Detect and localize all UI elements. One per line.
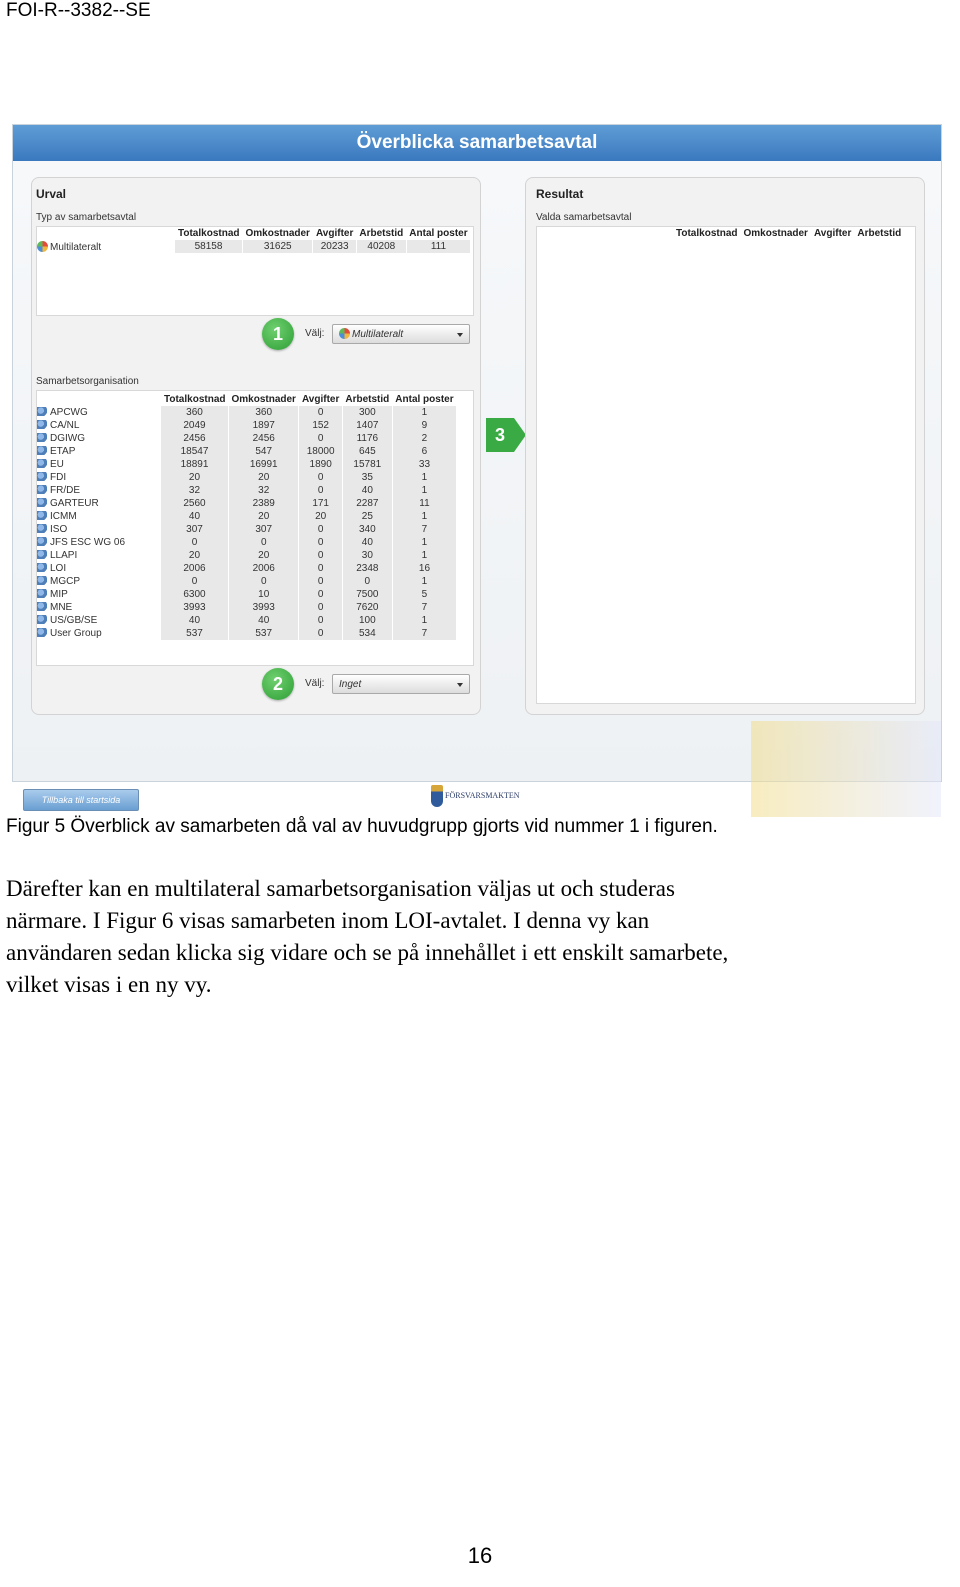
row-name-cell [37, 471, 161, 484]
urval-title: Urval [36, 187, 67, 201]
type-select-value: Multilateralt [352, 329, 404, 340]
row-name: DGIWG [50, 433, 85, 444]
value-cell: 18891 [161, 458, 228, 471]
column-header: Antal poster [409, 228, 468, 239]
value-cell: 18547 [161, 445, 228, 458]
column-header: Avgifter [813, 228, 852, 239]
row-name: APCWG [50, 407, 88, 418]
value-cell: 171 [299, 497, 342, 510]
chevron-down-icon [457, 333, 463, 337]
value-cell: 1 [392, 406, 456, 419]
organisation-icon [37, 524, 48, 533]
organisation-icon [37, 446, 48, 455]
table-row[interactable] [37, 601, 457, 614]
value-cell: 40 [161, 510, 228, 523]
resultat-list [536, 226, 916, 704]
app-screenshot [12, 124, 942, 805]
value-cell: 1 [392, 549, 456, 562]
value-cell: 7 [392, 601, 456, 614]
table-row[interactable] [37, 562, 457, 575]
column-header: Omkostnader [743, 228, 808, 239]
resultat-panel [525, 177, 925, 715]
row-name-cell [37, 614, 161, 627]
body-line: Därefter kan en multilateral samarbetsorganisation väljas ut och studeras [6, 876, 675, 901]
column-header: Totalkostnad [178, 228, 240, 239]
value-cell: 0 [161, 575, 228, 588]
value-cell: 1 [392, 510, 456, 523]
value-cell: 32 [228, 484, 298, 497]
row-name-cell [37, 406, 161, 419]
value-cell: 1 [392, 471, 456, 484]
value-cell: 0 [299, 627, 342, 640]
organisation-icon [37, 407, 48, 416]
value-cell: 0 [299, 588, 342, 601]
row-name: MNE [50, 602, 73, 613]
row-name-cell [37, 497, 161, 510]
value-cell: 111 [406, 240, 470, 253]
resultat-table-header [673, 227, 904, 240]
row-name-cell [37, 627, 161, 640]
value-cell: 32 [161, 484, 228, 497]
value-cell: 0 [299, 549, 342, 562]
row-name: CA/NL [50, 420, 80, 431]
table-row[interactable] [37, 432, 457, 445]
page-number: 16 [467, 1543, 493, 1568]
table-row[interactable] [37, 240, 471, 253]
organisation-icon [37, 485, 48, 494]
value-cell: 7 [392, 523, 456, 536]
value-cell: 0 [299, 484, 342, 497]
value-cell: 0 [299, 536, 342, 549]
row-name: GARTEUR [50, 498, 99, 509]
table-row[interactable] [37, 484, 457, 497]
value-cell: 6 [392, 445, 456, 458]
name-column-header [37, 227, 175, 240]
body-line: vilket visas i en ny vy. [6, 972, 212, 997]
body-paragraph [6, 873, 946, 1001]
table-row[interactable] [37, 627, 457, 640]
row-name-cell [37, 458, 161, 471]
value-cell: 15781 [342, 458, 392, 471]
column-header: Avgifter [301, 394, 340, 405]
org-table-header [37, 393, 457, 406]
organisation-icon [37, 472, 48, 481]
column-header: Arbetstid [345, 394, 390, 405]
value-cell: 20 [228, 510, 298, 523]
value-cell: 0 [299, 575, 342, 588]
row-name-cell [37, 562, 161, 575]
organisation-icon [37, 420, 48, 429]
value-cell: 0 [299, 432, 342, 445]
app-title: Överblicka samarbetsavtal [13, 125, 941, 161]
value-cell: 537 [228, 627, 298, 640]
value-cell: 25 [342, 510, 392, 523]
organisation-icon [37, 602, 48, 611]
value-cell: 20 [228, 471, 298, 484]
resultat-title: Resultat [536, 187, 584, 201]
value-cell: 360 [161, 406, 228, 419]
value-cell: 2389 [228, 497, 298, 510]
column-header: Arbetstid [857, 228, 902, 239]
value-cell: 1 [392, 536, 456, 549]
type-select[interactable] [332, 324, 470, 344]
organisation-icon [37, 537, 48, 546]
urval-panel [31, 177, 481, 715]
crown-emblem-icon [431, 785, 443, 807]
table-row[interactable] [37, 510, 457, 523]
column-header: Totalkostnad [164, 394, 226, 405]
row-name-cell [37, 523, 161, 536]
column-header: Antal poster [395, 394, 454, 405]
row-name-cell [37, 484, 161, 497]
back-to-start-button[interactable]: Tillbaka till startsida [23, 789, 139, 811]
value-cell: 0 [299, 562, 342, 575]
value-cell: 0 [228, 536, 298, 549]
row-name: LOI [50, 563, 67, 574]
value-cell: 33 [392, 458, 456, 471]
value-cell: 20 [228, 549, 298, 562]
row-name-cell [37, 445, 161, 458]
row-name: ICMM [50, 511, 77, 522]
row-name: Multilateralt [50, 241, 102, 253]
org-table [37, 393, 457, 640]
value-cell: 20233 [313, 240, 356, 253]
table-row[interactable] [37, 575, 457, 588]
row-name: FDI [50, 472, 67, 483]
type-table [37, 227, 471, 253]
value-cell: 40 [161, 614, 228, 627]
row-name: LLAPI [50, 550, 78, 561]
step-2-badge: 2 [262, 668, 294, 700]
table-row[interactable] [37, 419, 457, 432]
organisation-icon [37, 628, 48, 637]
value-cell: 30 [342, 549, 392, 562]
column-header: Omkostnader [245, 228, 310, 239]
org-list [36, 390, 474, 666]
row-name: MIP [50, 589, 68, 600]
row-name-cell [37, 510, 161, 523]
row-name: User Group [50, 628, 102, 639]
organisation-icon [37, 563, 48, 572]
value-cell: 0 [161, 536, 228, 549]
value-cell: 3993 [161, 601, 228, 614]
value-cell: 3993 [228, 601, 298, 614]
value-cell: 0 [299, 523, 342, 536]
row-name-cell [37, 432, 161, 445]
app-background [13, 161, 941, 805]
table-row[interactable] [37, 549, 457, 562]
organisation-icon [37, 576, 48, 585]
table-row[interactable] [37, 471, 457, 484]
row-name-cell [37, 588, 161, 601]
value-cell: 2 [392, 432, 456, 445]
row-name-cell [37, 575, 161, 588]
value-cell: 0 [342, 575, 392, 588]
row-name: US/GB/SE [50, 615, 98, 626]
value-cell: 9 [392, 419, 456, 432]
organisation-icon [37, 550, 48, 559]
table-row[interactable] [37, 523, 457, 536]
table-row[interactable] [37, 497, 457, 510]
value-cell: 645 [342, 445, 392, 458]
crown-decoration-icon [751, 721, 941, 817]
type-table-header [37, 227, 471, 240]
value-cell: 16991 [228, 458, 298, 471]
chevron-down-icon [457, 683, 463, 687]
table-row[interactable] [37, 588, 457, 601]
row-name-cell [37, 419, 161, 432]
value-cell: 20 [299, 510, 342, 523]
value-cell: 0 [228, 575, 298, 588]
resultat-sub-label: Valda samarbetsavtal [536, 212, 632, 223]
value-cell: 534 [342, 627, 392, 640]
value-cell: 2287 [342, 497, 392, 510]
select1-label: Välj: [305, 328, 325, 339]
row-name: JFS ESC WG 06 [50, 537, 126, 548]
value-cell: 0 [299, 614, 342, 627]
column-header: Avgifter [315, 228, 354, 239]
organisation-icon [37, 615, 48, 624]
value-cell: 2456 [228, 432, 298, 445]
row-name-cell [37, 240, 175, 253]
resultat-table [673, 227, 904, 240]
value-cell: 300 [342, 406, 392, 419]
column-header: Arbetstid [359, 228, 404, 239]
organisation-icon [37, 498, 48, 507]
logo-text: FÖRSVARSMAKTEN [445, 791, 520, 800]
value-cell: 2348 [342, 562, 392, 575]
org-select-value: Inget [339, 679, 362, 690]
body-line: närmare. I Figur 6 visas samarbeten inom LOI-avtalet. I denna vy kan [6, 908, 650, 933]
row-name-cell [37, 536, 161, 549]
table-row[interactable] [37, 406, 457, 419]
multilateral-icon [339, 328, 350, 339]
organisation-icon [37, 433, 48, 442]
value-cell: 35 [342, 471, 392, 484]
value-cell: 2560 [161, 497, 228, 510]
value-cell: 307 [228, 523, 298, 536]
value-cell: 1 [392, 575, 456, 588]
value-cell: 100 [342, 614, 392, 627]
value-cell: 58158 [175, 240, 242, 253]
org-label: Samarbetsorganisation [36, 376, 139, 387]
value-cell: 537 [161, 627, 228, 640]
organisation-icon [37, 589, 48, 598]
step-1-badge: 1 [262, 318, 294, 350]
value-cell: 307 [161, 523, 228, 536]
value-cell: 2456 [161, 432, 228, 445]
value-cell: 20 [161, 549, 228, 562]
value-cell: 10 [228, 588, 298, 601]
value-cell: 1407 [342, 419, 392, 432]
type-list [36, 226, 474, 316]
row-name: FR/DE [50, 485, 80, 496]
value-cell: 1176 [342, 432, 392, 445]
value-cell: 7 [392, 627, 456, 640]
value-cell: 1 [392, 484, 456, 497]
value-cell: 40 [228, 614, 298, 627]
value-cell: 2006 [161, 562, 228, 575]
table-row[interactable] [37, 445, 457, 458]
value-cell: 1897 [228, 419, 298, 432]
value-cell: 340 [342, 523, 392, 536]
value-cell: 40208 [356, 240, 406, 253]
value-cell: 0 [299, 406, 342, 419]
value-cell: 7500 [342, 588, 392, 601]
column-header: Omkostnader [231, 394, 296, 405]
organisation-icon [37, 511, 48, 520]
value-cell: 547 [228, 445, 298, 458]
row-name: ISO [50, 524, 68, 535]
value-cell: 7620 [342, 601, 392, 614]
value-cell: 16 [392, 562, 456, 575]
row-name: EU [50, 459, 64, 470]
value-cell: 20 [161, 471, 228, 484]
select2-label: Välj: [305, 678, 325, 689]
value-cell: 1890 [299, 458, 342, 471]
value-cell: 31625 [242, 240, 312, 253]
page-header: FOI-R--3382--SE [6, 0, 151, 21]
value-cell: 11 [392, 497, 456, 510]
multilateral-icon [37, 241, 48, 252]
value-cell: 6300 [161, 588, 228, 601]
value-cell: 152 [299, 419, 342, 432]
column-header: Totalkostnad [676, 228, 738, 239]
type-label: Typ av samarbetsavtal [36, 212, 137, 223]
name-column-header [37, 393, 161, 406]
value-cell: 40 [342, 484, 392, 497]
table-row[interactable] [37, 458, 457, 471]
row-name-cell [37, 601, 161, 614]
value-cell: 1 [392, 614, 456, 627]
value-cell: 360 [228, 406, 298, 419]
value-cell: 18000 [299, 445, 342, 458]
org-select[interactable] [332, 674, 470, 694]
table-row[interactable] [37, 536, 457, 549]
body-line: användaren sedan klicka sig vidare och se på innehållet i ett enskilt samarbete, [6, 940, 729, 965]
value-cell: 0 [299, 601, 342, 614]
row-name-cell [37, 549, 161, 562]
table-row[interactable] [37, 614, 457, 627]
figure-caption: Figur 5 Överblick av samarbeten då val av huvudgrupp gjorts vid nummer 1 i figuren. [6, 816, 718, 837]
organisation-icon [37, 459, 48, 468]
row-name: MGCP [50, 576, 80, 587]
value-cell: 0 [299, 471, 342, 484]
row-name: ETAP [50, 446, 76, 457]
value-cell: 5 [392, 588, 456, 601]
step-3-badge: 3 [486, 418, 514, 452]
value-cell: 40 [342, 536, 392, 549]
value-cell: 2049 [161, 419, 228, 432]
forsvarsmakten-logo [431, 783, 520, 809]
value-cell: 2006 [228, 562, 298, 575]
